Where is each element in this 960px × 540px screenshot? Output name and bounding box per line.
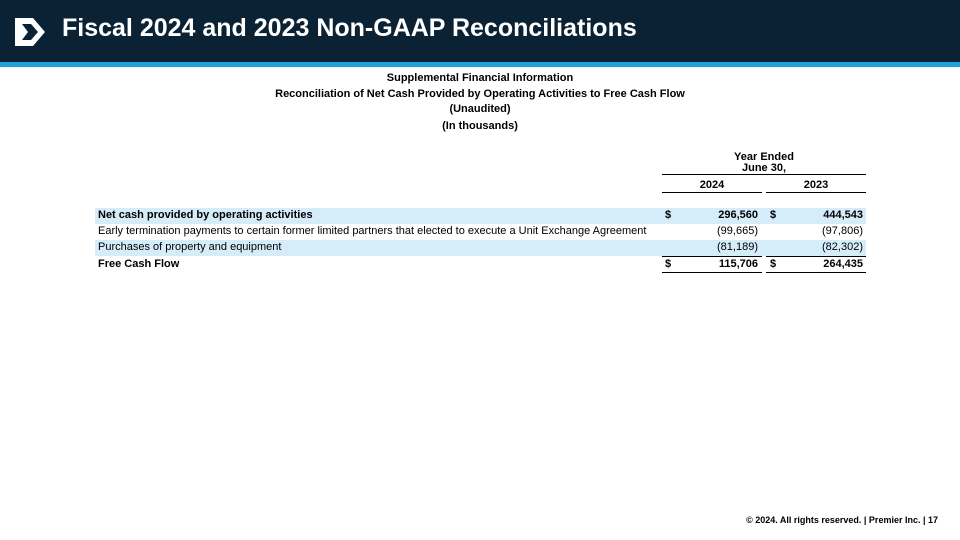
header-accent-stripe (0, 62, 960, 67)
period-header (664, 152, 864, 174)
currency-2024: $ (665, 209, 672, 221)
currency-2023: $ (770, 258, 777, 270)
value-2023: (97,806) (822, 225, 863, 237)
premier-logo-icon (13, 16, 47, 48)
subtitle-line-4: (In thousands) (442, 120, 518, 132)
value-2024: 115,706 (718, 258, 758, 270)
table-row (95, 257, 866, 273)
column-rule-2024 (662, 192, 762, 193)
total-rule-2023 (766, 272, 866, 273)
period-header-line-2: June 30, (741, 162, 787, 174)
subtitle-line-3: (Unaudited) (449, 103, 511, 115)
row-label: Early termination payments to certain former limited partners that elected to execute a Unit Exchange Agreement (98, 225, 647, 237)
total-rule-2024 (662, 272, 762, 273)
value-2023: 264,435 (823, 258, 863, 270)
column-rule-2023 (766, 192, 866, 193)
period-header-line-1: Year Ended (734, 151, 794, 163)
column-header-2023: 2023 (803, 179, 829, 191)
value-2024: (99,665) (717, 225, 758, 237)
value-2024: 296,560 (718, 209, 758, 221)
value-2023: (82,302) (822, 241, 863, 253)
footer-copyright: © 2024. All rights reserved. | Premier Inc. | 17 (746, 515, 938, 525)
subtitle-line-1: Supplemental Financial Information (386, 72, 574, 84)
table-row (95, 240, 866, 256)
column-header-2024: 2024 (699, 179, 725, 191)
row-label: Net cash provided by operating activities (98, 209, 313, 221)
subtitle-line-2: Reconciliation of Net Cash Provided by Operating Activities to Free Cash Flow (275, 88, 685, 100)
row-label: Free Cash Flow (98, 258, 180, 270)
currency-2023: $ (770, 209, 777, 221)
value-2024: (81,189) (717, 241, 758, 253)
currency-2024: $ (665, 258, 672, 270)
table-row (95, 208, 866, 224)
value-2023: 444,543 (823, 209, 863, 221)
page-title: Fiscal 2024 and 2023 Non-GAAP Reconciliations (62, 14, 637, 42)
table-row (95, 224, 866, 240)
period-header-rule (662, 174, 866, 175)
row-label: Purchases of property and equipment (98, 241, 282, 253)
